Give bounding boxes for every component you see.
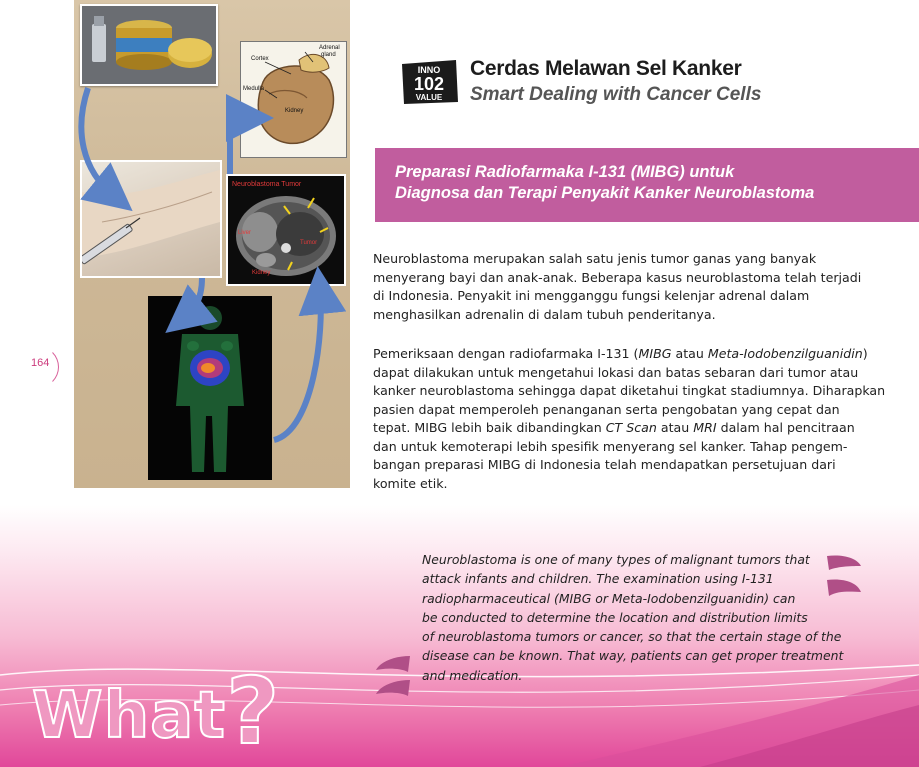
para2-line: pasien dapat memperoleh penanganan serta pengobatan yang cepat dan	[373, 401, 840, 417]
label-gland: gland	[321, 52, 336, 58]
quote-line: and medication.	[422, 667, 523, 683]
english-summary-quote	[422, 550, 872, 685]
para2-line: komite etik.	[373, 475, 448, 491]
quote-line: radiopharmaceutical (MIBG or Meta-Iodobenzilguanidin) can	[422, 590, 796, 606]
question-mark: ?	[225, 658, 281, 765]
page-title: Cerdas Melawan Sel Kanker	[470, 57, 742, 80]
what-word: What	[32, 679, 226, 753]
paragraph-1	[373, 250, 873, 324]
label-medulla: Medulla	[243, 86, 265, 92]
ct-tumor-label: Tumor	[300, 240, 318, 246]
ct-kidney-label: Kidney	[252, 270, 271, 276]
quote-line: disease can be known. That way, patients can get proper treatment	[422, 648, 844, 664]
para2-line: dapat dilakukan untuk mengetahui lokasi dan batas sebaran dari tumor atau	[373, 364, 859, 380]
quote-line: attack infants and children. The examination using I-131	[422, 571, 774, 587]
badge-line2: 102	[413, 74, 445, 94]
flow-arrows	[74, 0, 350, 488]
banner-line-2: Diagnosa dan Terapi Penyakit Kanker Neuroblastoma	[395, 184, 815, 202]
illustration-panel	[74, 0, 350, 488]
para2-line: kanker neuroblastoma sehingga dapat diketahui tingkat stadiumnya. Diharapkan	[373, 383, 886, 398]
para1-line: menyerang bayi dan anak-anak. Beberapa kasus neuroblastoma telah terjadi	[373, 269, 862, 285]
inno-value-badge	[398, 58, 460, 110]
page-number: 164	[31, 357, 50, 369]
quote-line: be conducted to determine the location and distribution limits	[422, 609, 808, 625]
quote-line: of neuroblastoma tumors or cancer, so that the certain stage of the	[422, 629, 842, 645]
para2-line: dan untuk kemoterapi lebih spesifik menyerang sel kanker. Tahap pengem-	[373, 438, 848, 454]
banner-line-1: Preparasi Radiofarmaka I-131 (MIBG) untuk	[395, 163, 735, 181]
label-cortex: Cortex	[251, 56, 269, 62]
quote-line: Neuroblastoma is one of many types of malignant tumors that	[422, 552, 810, 567]
para2-line: tepat. MIBG lebih baik dibandingkan CT Scan atau MRI dalam hal pencitraan	[373, 420, 855, 435]
paragraph-2	[373, 345, 886, 493]
para1-line: menghasilkan adrenalin di dalam tubuh penderitanya.	[373, 306, 716, 322]
badge-line1: INNO	[417, 65, 441, 75]
badge-line3: VALUE	[415, 93, 443, 102]
ct-title: Neuroblastoma Tumor	[232, 181, 302, 188]
para1-line: di Indonesia. Penyakit ini mengganggu fungsi kelenjar adrenal dalam	[373, 288, 810, 303]
what-heading	[32, 658, 281, 765]
open-quote-icon	[372, 652, 414, 702]
ct-liver-label: Liver	[238, 230, 252, 236]
para1-line: Neuroblastoma merupakan salah satu jenis tumor ganas yang banyak	[373, 251, 817, 266]
para2-line: Pemeriksaan dengan radiofarmaka I-131 (MIBG atau Meta-Iodobenzilguanidin)	[373, 346, 868, 361]
page-subtitle: Smart Dealing with Cancer Cells	[470, 84, 762, 105]
label-adrenal: Adrenal	[319, 45, 340, 51]
para2-line: bangan preparasi MIBG di Indonesia telah mendapatkan persetujuan dari	[373, 457, 836, 472]
label-kidney: Kidney	[285, 108, 304, 114]
